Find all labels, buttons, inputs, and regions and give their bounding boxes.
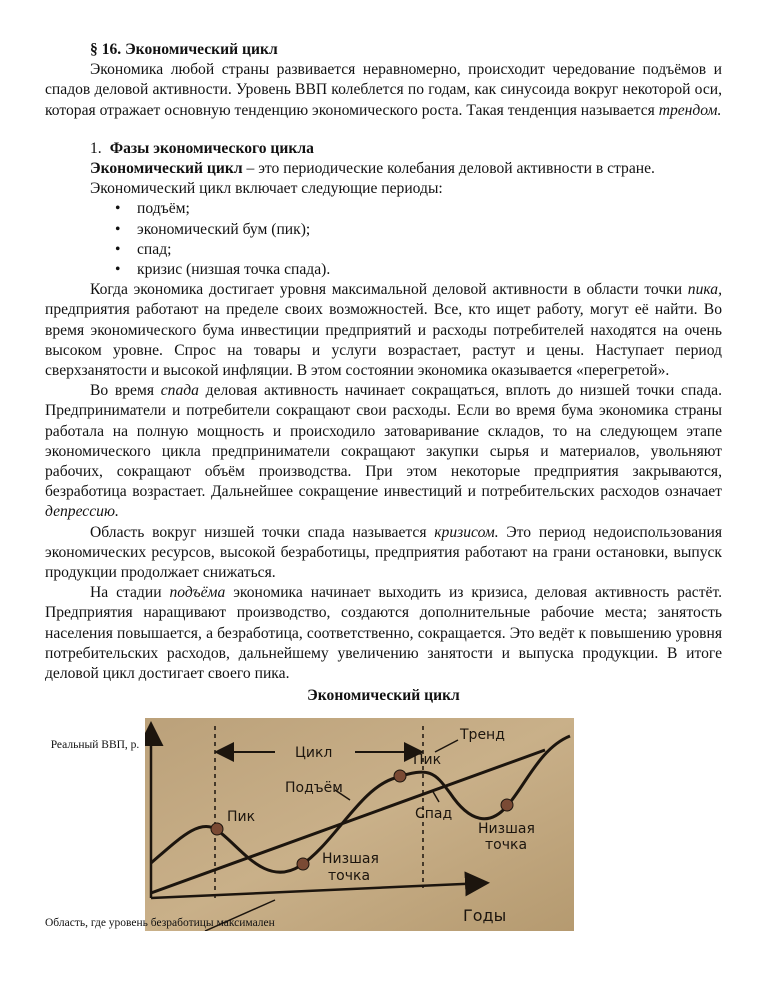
definition-term: Экономический цикл xyxy=(90,160,243,178)
rise-label: Подъём xyxy=(285,780,343,796)
phases-list xyxy=(45,199,722,280)
list-item: • экономический бум (пик); xyxy=(115,220,722,240)
paragraph-crisis: Область вокруг низшей точки спада называется кризисом. Это период недоиспользования экономических ресурсов, высокой безработицы, предприятия работают на грани остановки, выпуск продукции продолжает снижаться. xyxy=(45,523,722,582)
cycle-diagram xyxy=(145,718,574,931)
trough-label-line2: точка xyxy=(328,868,371,884)
peak-label: Пик xyxy=(413,752,442,768)
subsection-heading xyxy=(90,139,722,159)
trough-point xyxy=(297,858,309,870)
peak-label: Пик xyxy=(227,809,256,825)
section-number: § 16. xyxy=(90,41,122,58)
list-item: • подъём; xyxy=(115,199,722,219)
figure-title: Экономический цикл xyxy=(307,687,460,705)
subsection-number: 1. xyxy=(90,139,102,157)
trough-label-line1: Низшая xyxy=(322,851,379,867)
term-peak: пика, xyxy=(687,281,722,299)
figure-caption: Область, где уровень безработицы максимален xyxy=(45,917,275,929)
trough-point xyxy=(501,799,513,811)
x-axis-label: Годы xyxy=(463,906,507,925)
intro-paragraph: Экономика любой страны развивается неравномерно, происходит чередование подъёмов и спадов деловой активности. Уровень ВВП колеблется по годам, как синусоида вокруг некоторой оси, которая отражает основную тенденцию экономического роста. Такая тенденция называется трендом. xyxy=(45,61,722,119)
term-depression: депрессию. xyxy=(45,503,119,521)
document-page xyxy=(45,40,722,707)
peak-point xyxy=(394,770,406,782)
paragraph-peak: Когда экономика достигает уровня максимальной деловой активности в области точки пика, предприятия работают на пределе своих возможностей. Все, кто ищет работу, могут её найти. Во время экономического бума инвестиции предприятий и расходы потребителей находятся на очень высоком уровне. Спрос на товары и услуги возрастает, растут и цены. Наступает период сверхзанятости и высокой инфляции. В этом состоянии экономика оказывается «перегретой». xyxy=(45,281,722,380)
paragraph-rise: На стадии подъёма экономика начинает выходить из кризиса, деловая активность растёт. Предприятия наращивают производство, создаются дополнительные рабочие места; занятость населения повышается, а безработица, соответственно, сокращается. Это ведёт к повышению уровня потребительских расходов, дальнейшему увеличению занятости и выпуска продукции. В итоге деловой цикл достигает своего пика. xyxy=(45,584,722,683)
cycle-label: Цикл xyxy=(295,745,333,761)
section-heading xyxy=(90,40,722,60)
includes-text: Экономический цикл включает следующие периоды: xyxy=(90,180,443,198)
term-crisis: кризисом. xyxy=(434,523,499,541)
list-item: • спад; xyxy=(115,240,722,260)
trend-label: Тренд xyxy=(460,727,505,743)
term-trend: трендом. xyxy=(658,101,722,119)
trough-label-line2: точка xyxy=(485,837,528,853)
peak-point xyxy=(211,823,223,835)
section-title: Экономический цикл xyxy=(125,41,278,58)
trough-label-line1: Низшая xyxy=(478,821,535,837)
figure-y-label: Реальный ВВП, р. xyxy=(50,739,140,751)
paragraph-decline: Во время спада деловая активность начинает сокращаться, вплоть до низшей точки спада. Предприниматели и потребители сокращают свои расходы. Если во время бума экономика страны работала на полную мощность и происходило затоваривание складов, то на следующем этапе экономического цикла предприниматели сокращают закупки сырья и материалов, увольняют рабочих, сокращают объём производства. При этом некоторые предприятия закрываются, безработица возрастает. Дальнейшее сокращение инвестиций и потребительских расходов означает депрессию. xyxy=(45,382,722,521)
subsection-title: Фазы экономического цикла xyxy=(109,139,314,157)
term-rise: подъёма xyxy=(169,584,226,602)
list-item: • кризис (низшая точка спада). xyxy=(115,260,722,280)
definition: Экономический цикл – это периодические колебания деловой активности в стране. xyxy=(90,160,655,178)
decline-label: Спад xyxy=(415,806,453,822)
term-decline: спада xyxy=(160,382,199,400)
economic-cycle-figure xyxy=(145,718,574,931)
